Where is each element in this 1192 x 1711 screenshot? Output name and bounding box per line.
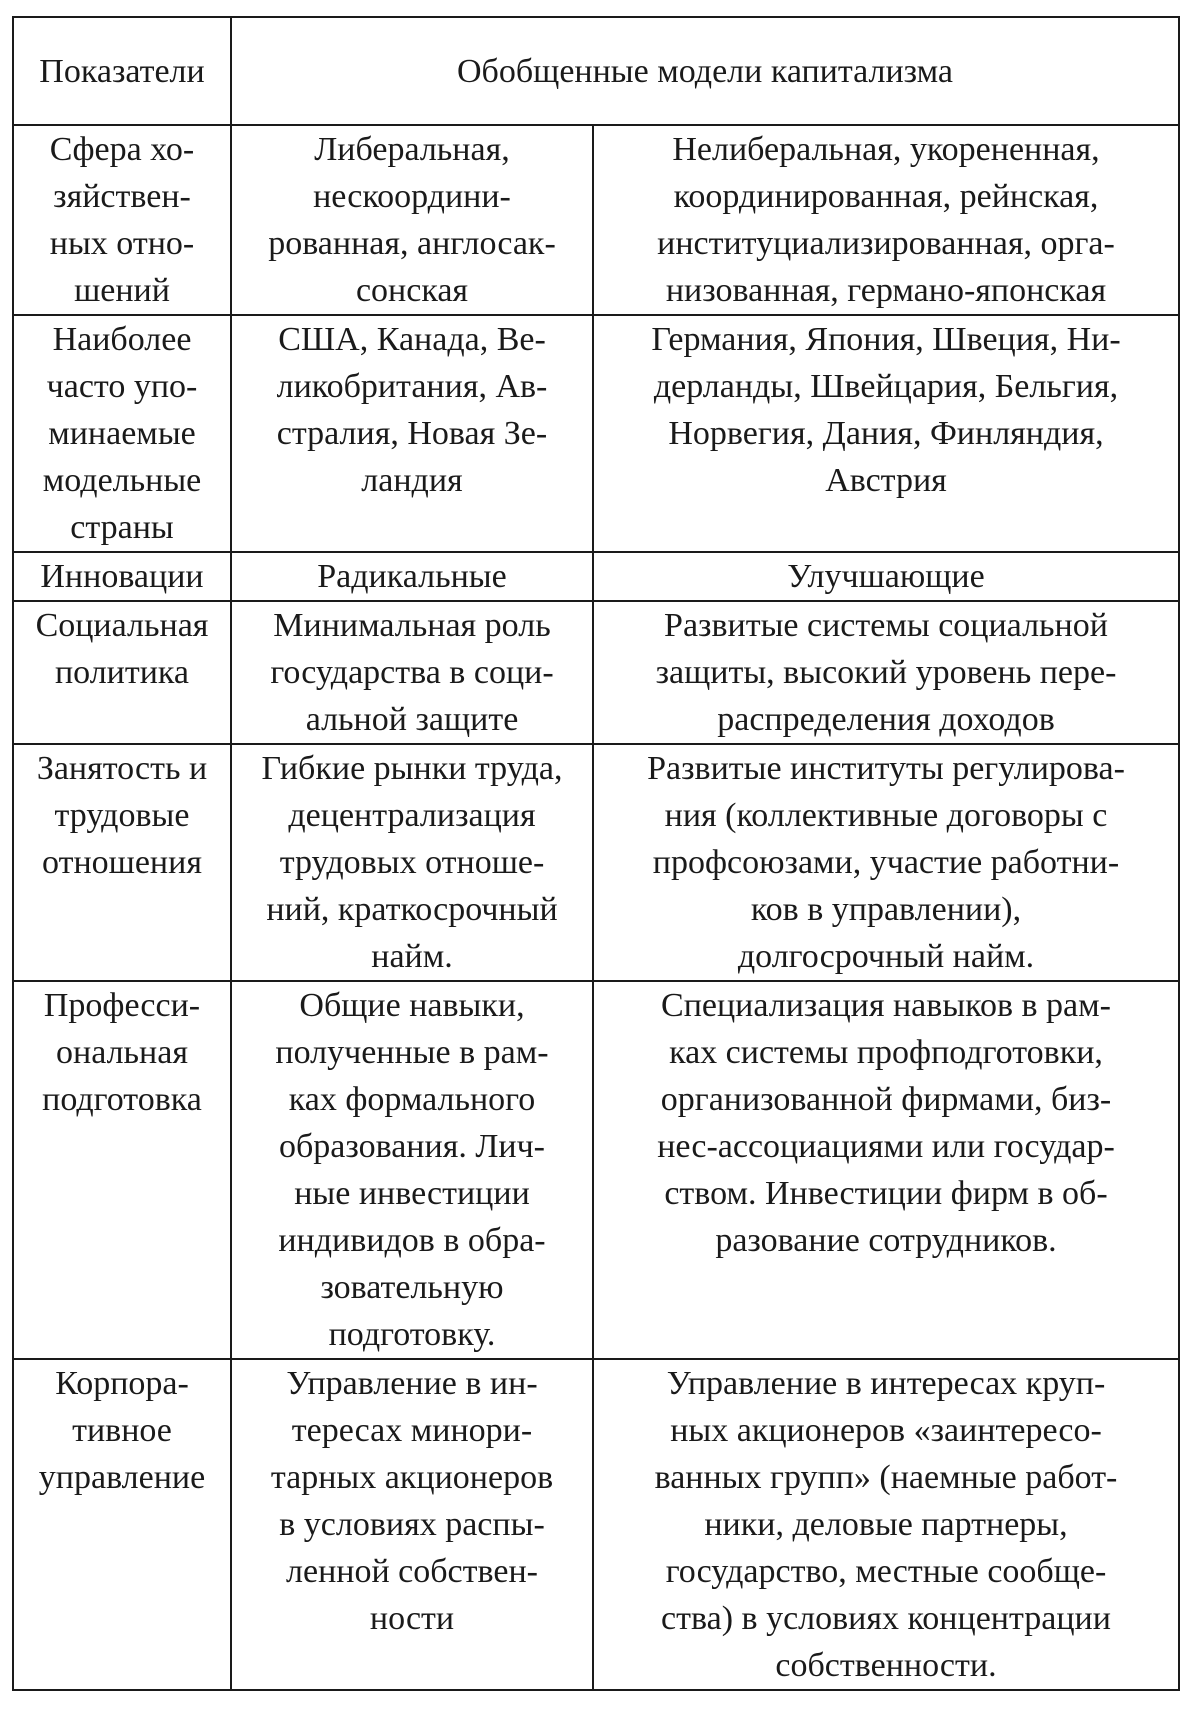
cell-line: индивидов в обра- <box>278 1222 546 1259</box>
cell-line: Развитые институты регулирова- <box>647 750 1125 787</box>
cell-line: Австрия <box>825 462 947 499</box>
cell-line: рованная, англосак- <box>268 225 556 262</box>
table-row <box>13 315 1179 552</box>
cell-line: подготовку. <box>328 1316 496 1353</box>
row-label <box>13 744 231 981</box>
cell-line: модельные <box>42 462 202 499</box>
header-indicators: Показатели <box>13 17 231 125</box>
table-row <box>13 744 1179 981</box>
cell-line: ний, краткосрочный <box>266 891 558 928</box>
table-row <box>13 1359 1179 1690</box>
cell-line: ством. Инвестиции фирм в об- <box>664 1175 1108 1212</box>
cell-line: ники, деловые партнеры, <box>704 1506 1068 1543</box>
cell-line: Нелиберальная, укорененная, <box>672 131 1100 168</box>
row-label <box>13 315 231 552</box>
cell-line: Наиболее <box>52 321 192 358</box>
cell-line: зяйствен- <box>53 178 191 215</box>
table-header-row <box>13 17 1179 125</box>
nonliberal-cell <box>593 1359 1179 1690</box>
cell-line: нес-ассоциациями или государ- <box>657 1128 1115 1165</box>
table-row <box>13 601 1179 744</box>
cell-line: трудовых отноше- <box>279 844 545 881</box>
row-label <box>13 552 231 601</box>
cell-line: Гибкие рынки труда, <box>261 750 563 787</box>
cell-line: ков в управлении), <box>750 891 1022 928</box>
cell-line: Общие навыки, <box>299 987 525 1024</box>
cell-line: Либеральная, <box>314 131 510 168</box>
cell-line: ванных групп» (наемные работ- <box>654 1459 1118 1496</box>
cell-line: ликобритания, Ав- <box>276 368 548 405</box>
nonliberal-cell <box>593 601 1179 744</box>
cell-line: США, Канада, Ве- <box>278 321 546 358</box>
cell-line: Корпора- <box>55 1365 189 1402</box>
cell-line: часто упо- <box>46 368 198 405</box>
cell-line: Минимальная роль <box>273 607 551 644</box>
cell-line: отношения <box>42 844 202 881</box>
liberal-cell <box>231 981 593 1359</box>
cell-line: сонская <box>355 272 469 309</box>
cell-line: долгосрочный найм. <box>737 938 1035 975</box>
cell-line: Радикальные <box>317 558 507 595</box>
nonliberal-cell <box>593 744 1179 981</box>
cell-line: государства в соци- <box>270 654 554 691</box>
nonliberal-cell <box>593 125 1179 315</box>
cell-line: Германия, Япония, Швеция, Ни- <box>651 321 1121 358</box>
cell-line: Инновации <box>40 558 204 595</box>
cell-line: Сфера хо- <box>49 131 195 168</box>
cell-line: защиты, высокий уровень пере- <box>655 654 1117 691</box>
cell-line: Управление в интересах круп- <box>666 1365 1106 1402</box>
cell-line: трудовые <box>54 797 190 834</box>
row-label <box>13 125 231 315</box>
liberal-cell <box>231 315 593 552</box>
cell-line: организованной фирмами, биз- <box>660 1081 1112 1118</box>
liberal-cell <box>231 601 593 744</box>
cell-line: ных акционеров «заинтересо- <box>670 1412 1102 1449</box>
liberal-cell <box>231 125 593 315</box>
cell-line: в условиях распы- <box>279 1506 545 1543</box>
header-models: Обобщенные модели капитализма <box>231 17 1179 125</box>
cell-line: полученные в рам- <box>275 1034 549 1071</box>
cell-line: координированная, рейнская, <box>673 178 1099 215</box>
liberal-cell <box>231 552 593 601</box>
cell-line: государство, местные сообще- <box>665 1553 1107 1590</box>
cell-line: ленной собствен- <box>286 1553 538 1590</box>
cell-line: зовательную <box>320 1269 504 1306</box>
cell-line: распределения доходов <box>717 701 1055 738</box>
cell-line: ных отно- <box>49 225 195 262</box>
cell-line: управление <box>38 1459 206 1496</box>
capitalism-models-table <box>12 16 1180 1691</box>
cell-line: Социальная <box>35 607 209 644</box>
cell-line: тересах минори- <box>291 1412 533 1449</box>
liberal-cell <box>231 1359 593 1690</box>
table-row <box>13 125 1179 315</box>
cell-line: найм. <box>371 938 453 975</box>
cell-line: Занятость и <box>36 750 208 787</box>
cell-line: ства) в условиях концентрации <box>661 1600 1111 1637</box>
cell-line: шений <box>74 272 170 309</box>
cell-line: децентрализация <box>288 797 536 834</box>
cell-line: ках формального <box>288 1081 536 1118</box>
cell-line: нескоордини- <box>313 178 511 215</box>
cell-line: ности <box>369 1600 455 1637</box>
cell-line: образования. Лич- <box>278 1128 546 1165</box>
cell-line: ландия <box>361 462 463 499</box>
cell-line: дерланды, Швейцария, Бельгия, <box>653 368 1119 405</box>
nonliberal-cell <box>593 315 1179 552</box>
cell-line: ния (коллективные договоры с <box>664 797 1108 834</box>
cell-line: Улучшающие <box>787 558 985 595</box>
cell-line: институциализированная, орга- <box>657 225 1115 262</box>
cell-line: стралия, Новая Зе- <box>276 415 548 452</box>
cell-line: минаемые <box>48 415 196 452</box>
cell-line: ках системы профподготовки, <box>669 1034 1103 1071</box>
table-row <box>13 552 1179 601</box>
cell-line: профсоюзами, участие работни- <box>652 844 1120 881</box>
row-label <box>13 601 231 744</box>
cell-line: собственности. <box>775 1647 997 1684</box>
liberal-cell <box>231 744 593 981</box>
table-row <box>13 981 1179 1359</box>
cell-line: разование сотрудников. <box>715 1222 1057 1259</box>
cell-line: Специализация навыков в рам- <box>661 987 1111 1024</box>
cell-line: Норвегия, Дания, Финляндия, <box>668 415 1104 452</box>
cell-line: ные инвестиции <box>294 1175 530 1212</box>
cell-line: тарных акционеров <box>270 1459 554 1496</box>
cell-line: Управление в ин- <box>286 1365 538 1402</box>
cell-line: тивное <box>72 1412 172 1449</box>
cell-line: Развитые системы социальной <box>664 607 1108 644</box>
cell-line: ональная <box>56 1034 188 1071</box>
row-label <box>13 1359 231 1690</box>
nonliberal-cell <box>593 981 1179 1359</box>
nonliberal-cell <box>593 552 1179 601</box>
cell-line: Професси- <box>43 987 201 1024</box>
cell-line: подготовка <box>42 1081 202 1118</box>
cell-line: страны <box>70 509 174 546</box>
cell-line: низованная, германо-японская <box>665 272 1107 309</box>
cell-line: политика <box>54 654 190 691</box>
cell-line: альной защите <box>305 701 519 738</box>
row-label <box>13 981 231 1359</box>
